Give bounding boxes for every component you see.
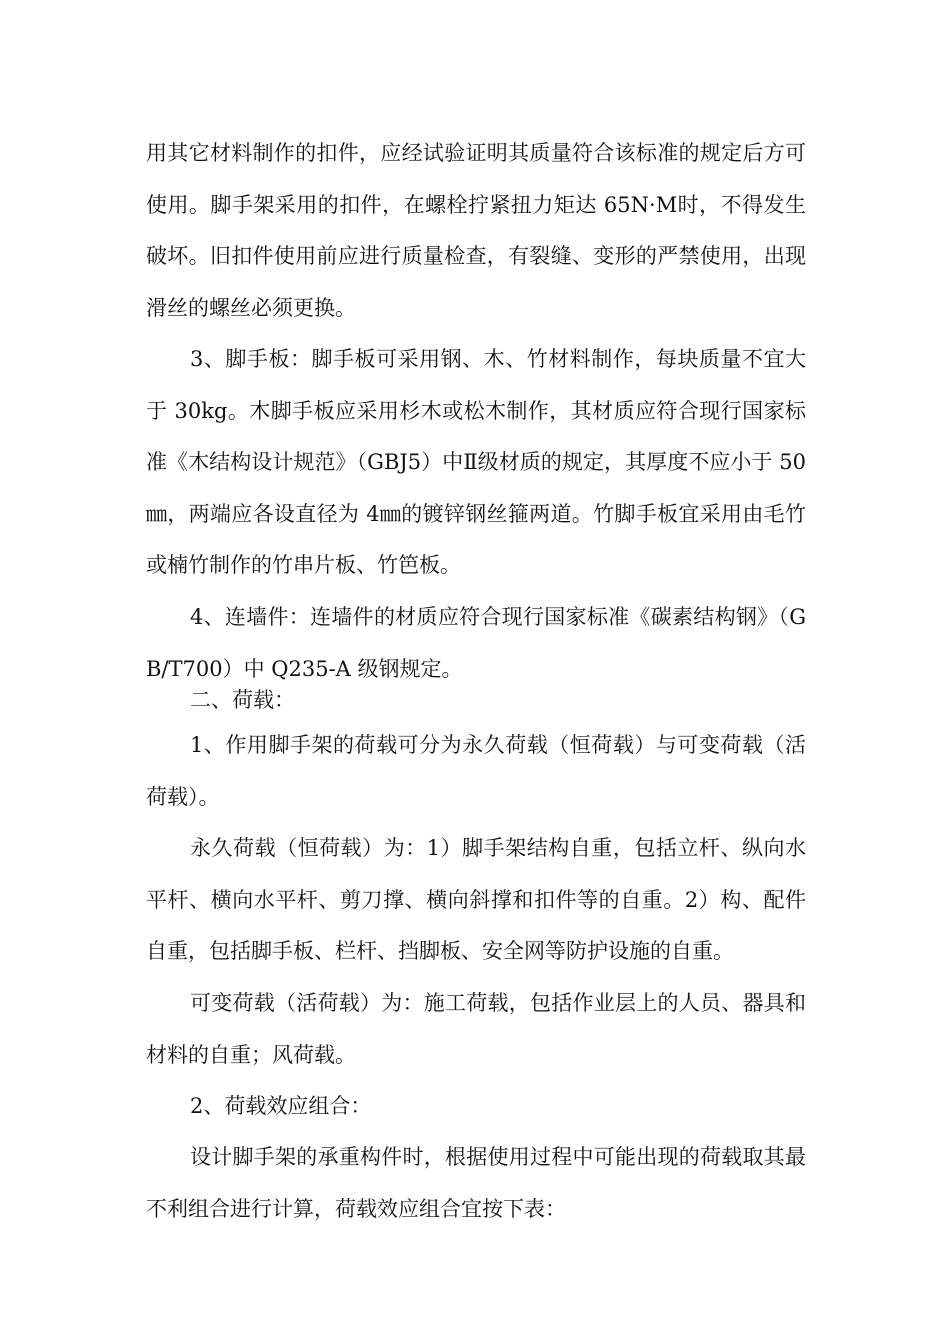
paragraph-variable-loads: 可变荷载（活荷载）为：施工荷载，包括作业层上的人员、器具和材料的自重；风荷载。 [146, 991, 806, 1067]
paragraph-scaffold-boards: 3、脚手板：脚手板可采用钢、木、竹材料制作，每块质量不宜大于 30kg。木脚手板应采用杉木或松木制作，其材质应符合现行国家标准《木结构设计规范》（GBJ5）中Ⅱ级材质的规定，其厚度不应小于 50㎜，两端应各设直径为 4㎜的镀锌钢丝箍两道。竹脚手板宜采用由毛竹或楠竹制作的竹串片板、竹笆板。 [146, 347, 806, 577]
paragraph-permanent-loads: 永久荷载（恒荷载）为：1）脚手架结构自重，包括立杆、纵向水平杆、横向水平杆、剪刀撑、横向斜撑和扣件等的自重。2）构、配件自重，包括脚手板、栏杆、挡脚板、安全网等防护设施的自重。 [146, 836, 806, 963]
paragraph-load-combination: 设计脚手架的承重构件时，根据使用过程中可能出现的荷载取其最不利组合进行计算，荷载效应组合宜按下表： [146, 1145, 806, 1221]
heading-load-combination: 2、荷载效应组合： [190, 1094, 372, 1118]
paragraph-load-types: 1、作用脚手架的荷载可分为永久荷载（恒荷载）与可变荷载（活荷载）。 [146, 733, 806, 809]
paragraph-wall-ties: 4、连墙件：连墙件的材质应符合现行国家标准《碳素结构钢》（GB/T700）中 Q235-A 级钢规定。 [146, 605, 806, 681]
section-heading-loads: 二、荷载： [190, 688, 295, 712]
paragraph-fastener-materials: 用其它材料制作的扣件，应经试验证明其质量符合该标准的规定后方可使用。脚手架采用的扣件，在螺栓拧紧扭力矩达 65N·M时，不得发生破坏。旧扣件使用前应进行质量检查，有裂缝、变形的严禁使用，出现滑丝的螺丝必须更换。 [146, 141, 806, 320]
